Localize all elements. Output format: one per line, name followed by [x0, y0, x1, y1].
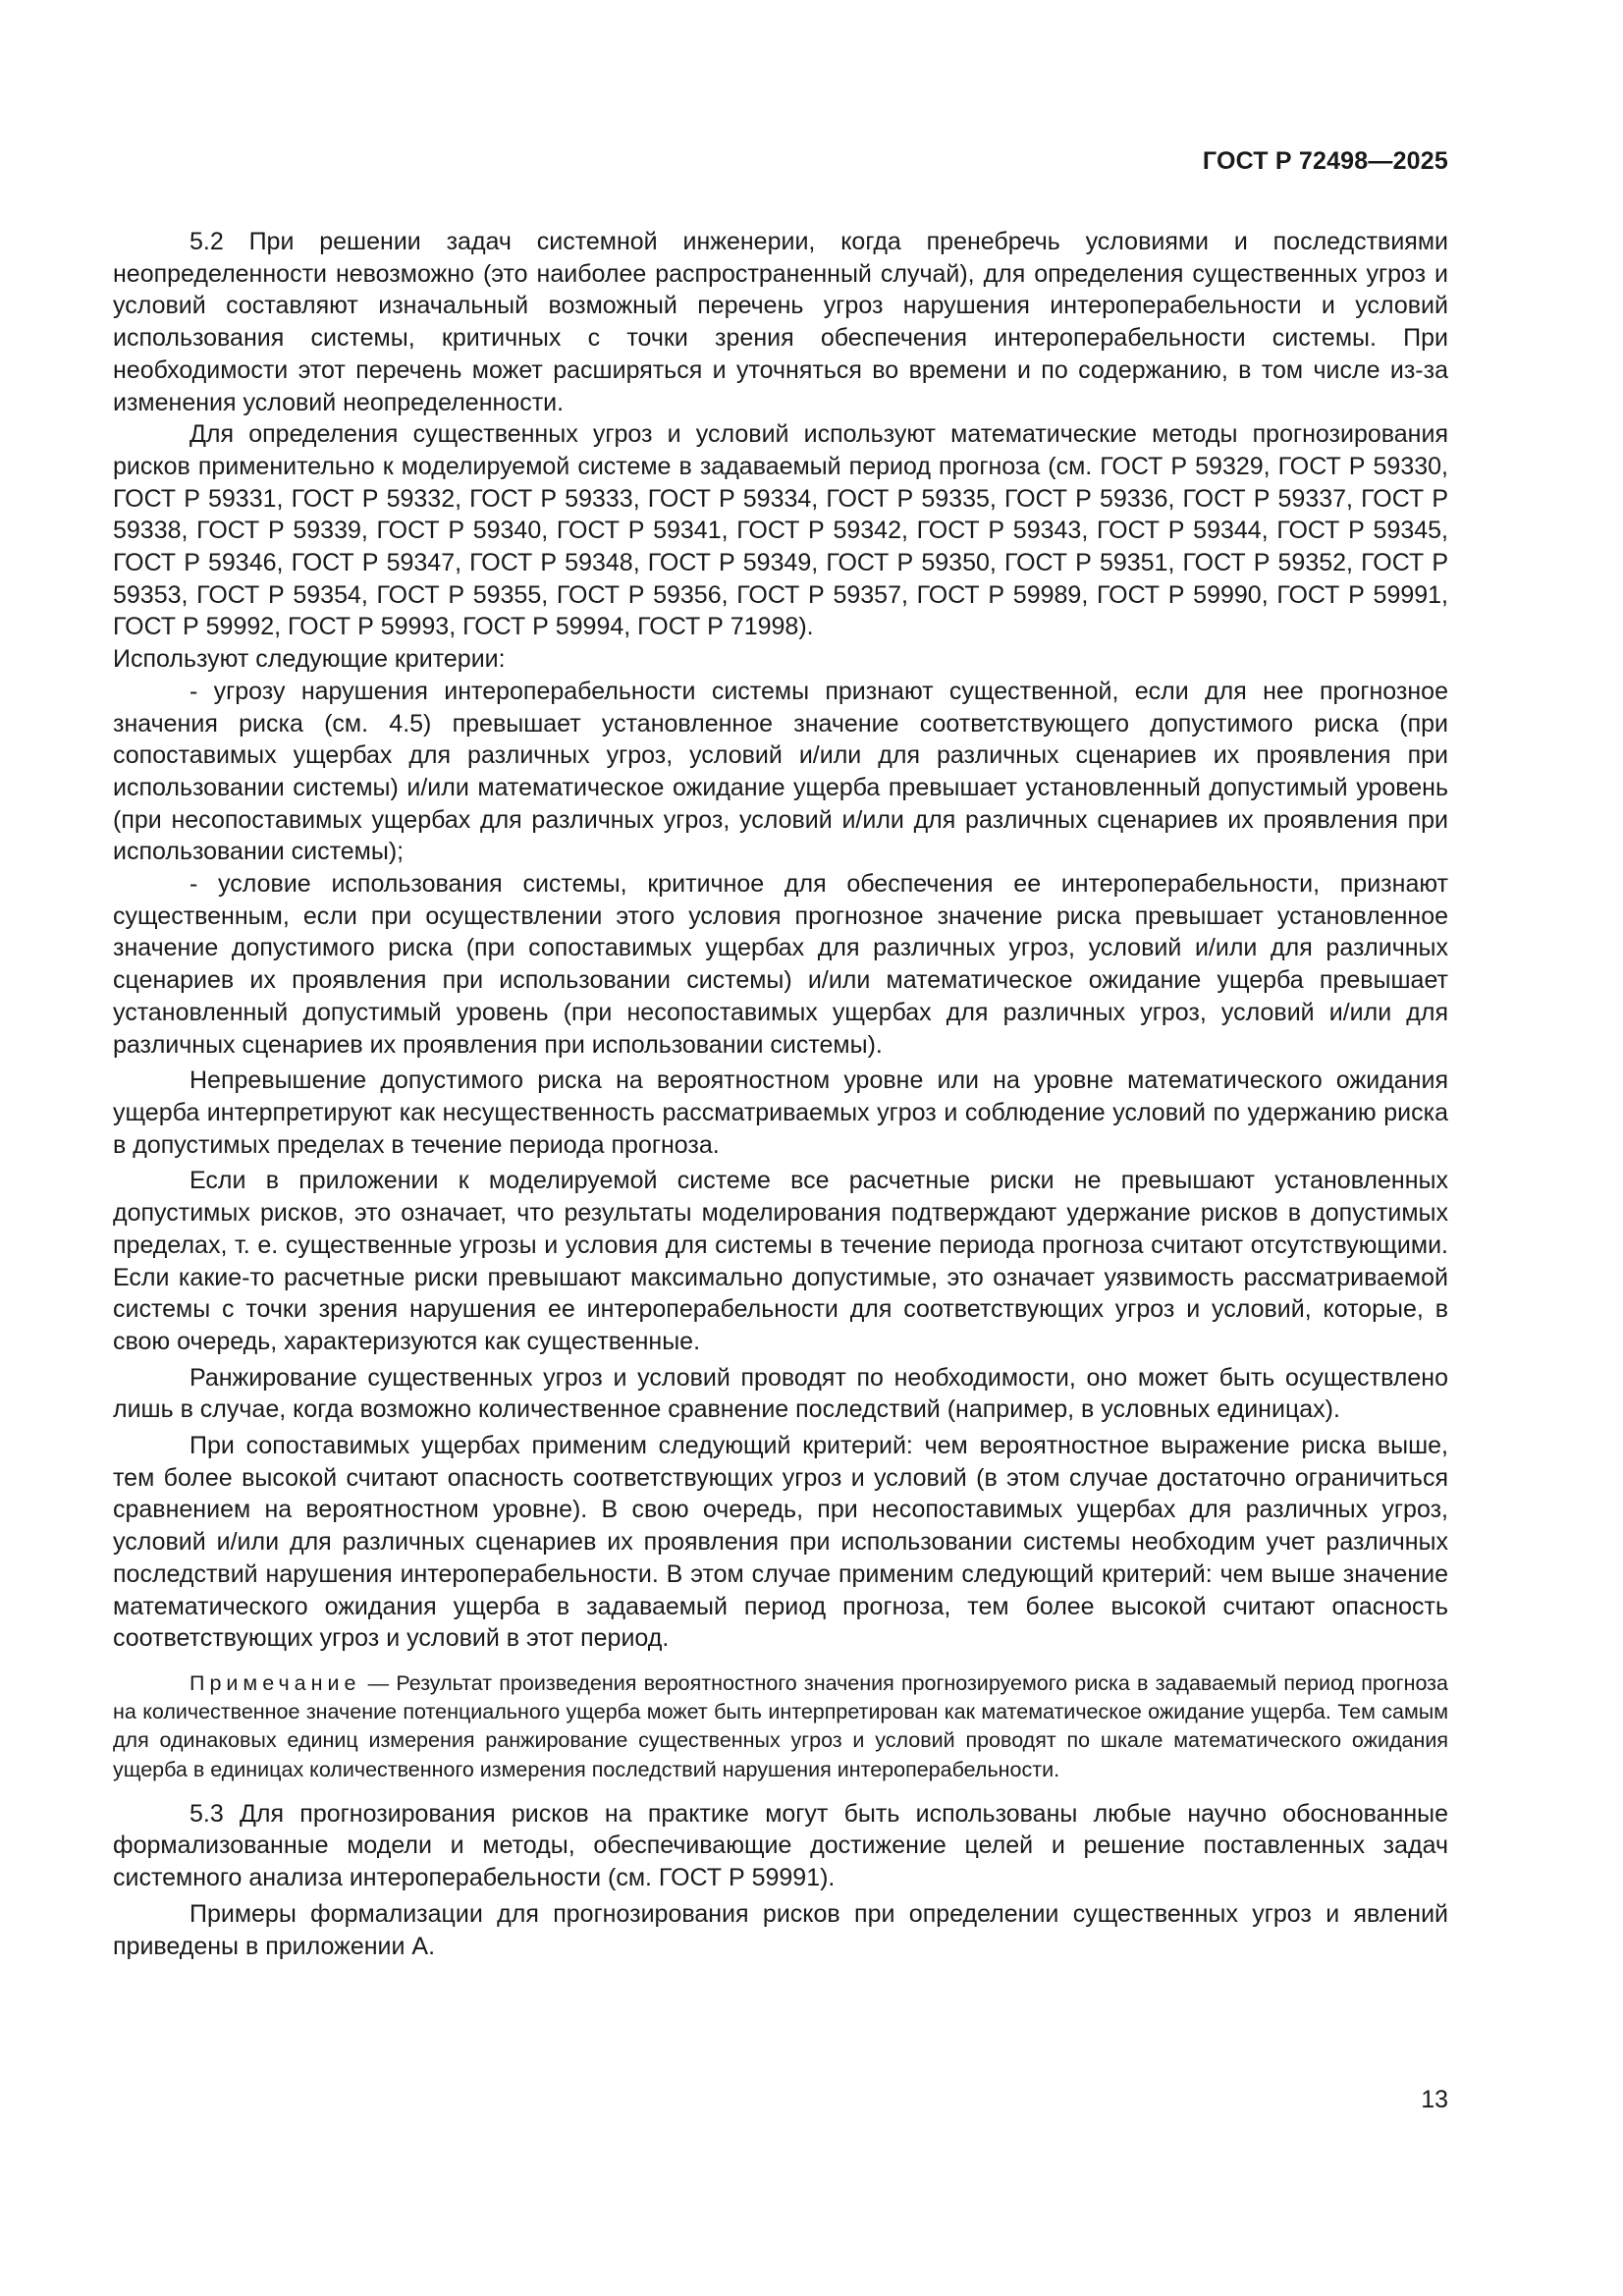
note-text: — Результат произведения вероятностного значения прогнозируемого риска в задаваемый период прогноза на количественное значение потенциального ущерба может быть интерпретирован как математическое ожидание ущерба. Тем самым для одинаковых единиц измерения ранжирование существенных угроз и условий проводят по шкале математического ожидания ущерба в единицах количественного измерения последствий нарушения интероперабельности. [113, 1670, 1448, 1781]
paragraph-5-2: 5.2 При решении задач системной инженерии, когда пренебречь условиями и последствиями неопределенности невозможно (это наиболее распространенный случай), для определения существенных угроз и условий составляют изначальный возможный перечень угроз нарушения интероперабельности и условий использования системы, критичных с точки зрения обеспечения интероперабельности системы. При необходимости этот перечень может расширяться и уточняться во времени и по содержанию, в том числе из-за изменения условий неопределенности. [113, 228, 1448, 416]
paragraph-5-3: 5.3 Для прогнозирования рисков на практике могут быть использованы любые научно обоснованные формализованные модели и методы, обеспечивающие достижение целей и решение поставленных задач системного анализа интероперабельности (см. ГОСТ Р 59991). [113, 1799, 1448, 1892]
note-block [113, 1669, 1448, 1784]
note-label: Примечание [189, 1670, 361, 1695]
paragraph-ranking: Ранжирование существенных угроз и условий проводят по необходимости, оно может быть осуществлено лишь в случае, когда возможно количественное сравнение последствий (например, в условных единицах). [113, 1363, 1448, 1424]
list-item-condition-criterion: - условие использования системы, критичное для обеспечения ее интероперабельности, признают существенным, если при осуществлении этого условия прогнозное значение риска превышает установленное значение допустимого риска (при сопоставимых ущербах для различных угроз, условий и/или для различных сценариев их проявления при использовании системы) и/или математическое ожидание ущерба превышает установленный допустимый уровень (при несопоставимых ущербах для различных угроз, условий и/или для различных сценариев их проявления при использовании системы). [113, 870, 1448, 1059]
body-text [113, 226, 1448, 1962]
list-item-threat-criterion: - угрозу нарушения интероперабельности системы признают существенной, если для нее прогнозное значения риска (см. 4.5) превышает установленное значение соответствующего допустимого риска (при сопоставимых ущербах для различных угроз, условий и/или для различных сценариев их проявления при использовании системы) и/или математическое ожидание ущерба превышает установленный допустимый уровень (при несопоставимых ущербах для различных угроз, условий и/или для различных сценариев их проявления при использовании системы); [113, 677, 1448, 866]
paragraph-methods: Для определения существенных угроз и условий используют математические методы прогнозирования рисков применительно к моделируемой системе в задаваемый период прогноза (см. ГОСТ Р 59329, ГОСТ Р 59330, ГОСТ Р 59331, ГОСТ Р 59332, ГОСТ Р 59333, ГОСТ Р 59334, ГОСТ Р 59335, ГОСТ Р 59336, ГОСТ Р 59337, ГОСТ Р 59338, ГОСТ Р 59339, ГОСТ Р 59340, ГОСТ Р 59341, ГОСТ Р 59342, ГОСТ Р 59343, ГОСТ Р 59344, ГОСТ Р 59345, ГОСТ Р 59346, ГОСТ Р 59347, ГОСТ Р 59348, ГОСТ Р 59349, ГОСТ Р 59350, ГОСТ Р 59351, ГОСТ Р 59352, ГОСТ Р 59353, ГОСТ Р 59354, ГОСТ Р 59355, ГОСТ Р 59356, ГОСТ Р 59357, ГОСТ Р 59989, ГОСТ Р 59990, ГОСТ Р 59991, ГОСТ Р 59992, ГОСТ Р 59993, ГОСТ Р 59994, ГОСТ Р 71998). [113, 420, 1448, 641]
paragraph-calculated-risks: Если в приложении к моделируемой системе все расчетные риски не превышают установленных допустимых рисков, это означает, что результаты моделирования подтверждают удержание рисков в допустимых пределах, т. е. существенные угрозы и условия для системы в течение периода прогноза считают отсутствующими. Если какие-то расчетные риски превышают максимально допустимые, это означает уязвимость рассматриваемой системы с точки зрения нарушения ее интероперабельности для соответствующих угроз и условий, которые, в свою очередь, характеризуются как существенные. [113, 1167, 1448, 1355]
paragraph-non-exceedance: Непревышение допустимого риска на вероятностном уровне или на уровне математического ожидания ущерба интерпретируют как несущественность рассматриваемых угроз и соблюдение условий по удержанию риска в допустимых пределах в течение периода прогноза. [113, 1066, 1448, 1159]
paragraph-comparable-damage: При сопоставимых ущербах применим следующий критерий: чем вероятностное выражение риска выше, тем более высокой считают опасность соответствующих угроз и условий (в этом случае достаточно ограничиться сравнением на вероятностном уровне). В свою очередь, при несопоставимых ущербах для различных угроз, условий и/или для различных сценариев их проявления при использовании системы необходим учет различных последствий нарушения интероперабельности. В этом случае применим следующий критерий: чем выше значение математического ожидания ущерба в задаваемый период прогноза, тем более высокой считают опасность соответствующих угроз и условий в этот период. [113, 1432, 1448, 1653]
paragraph-criteria-intro: Используют следующие критерии: [113, 645, 506, 674]
standard-id-header: ГОСТ Р 72498—2025 [1202, 147, 1448, 175]
paragraph-examples: Примеры формализации для прогнозирования рисков при определении существенных угроз и явлений приведены в приложении А. [113, 1899, 1448, 1960]
page-number: 13 [1421, 2086, 1448, 2113]
